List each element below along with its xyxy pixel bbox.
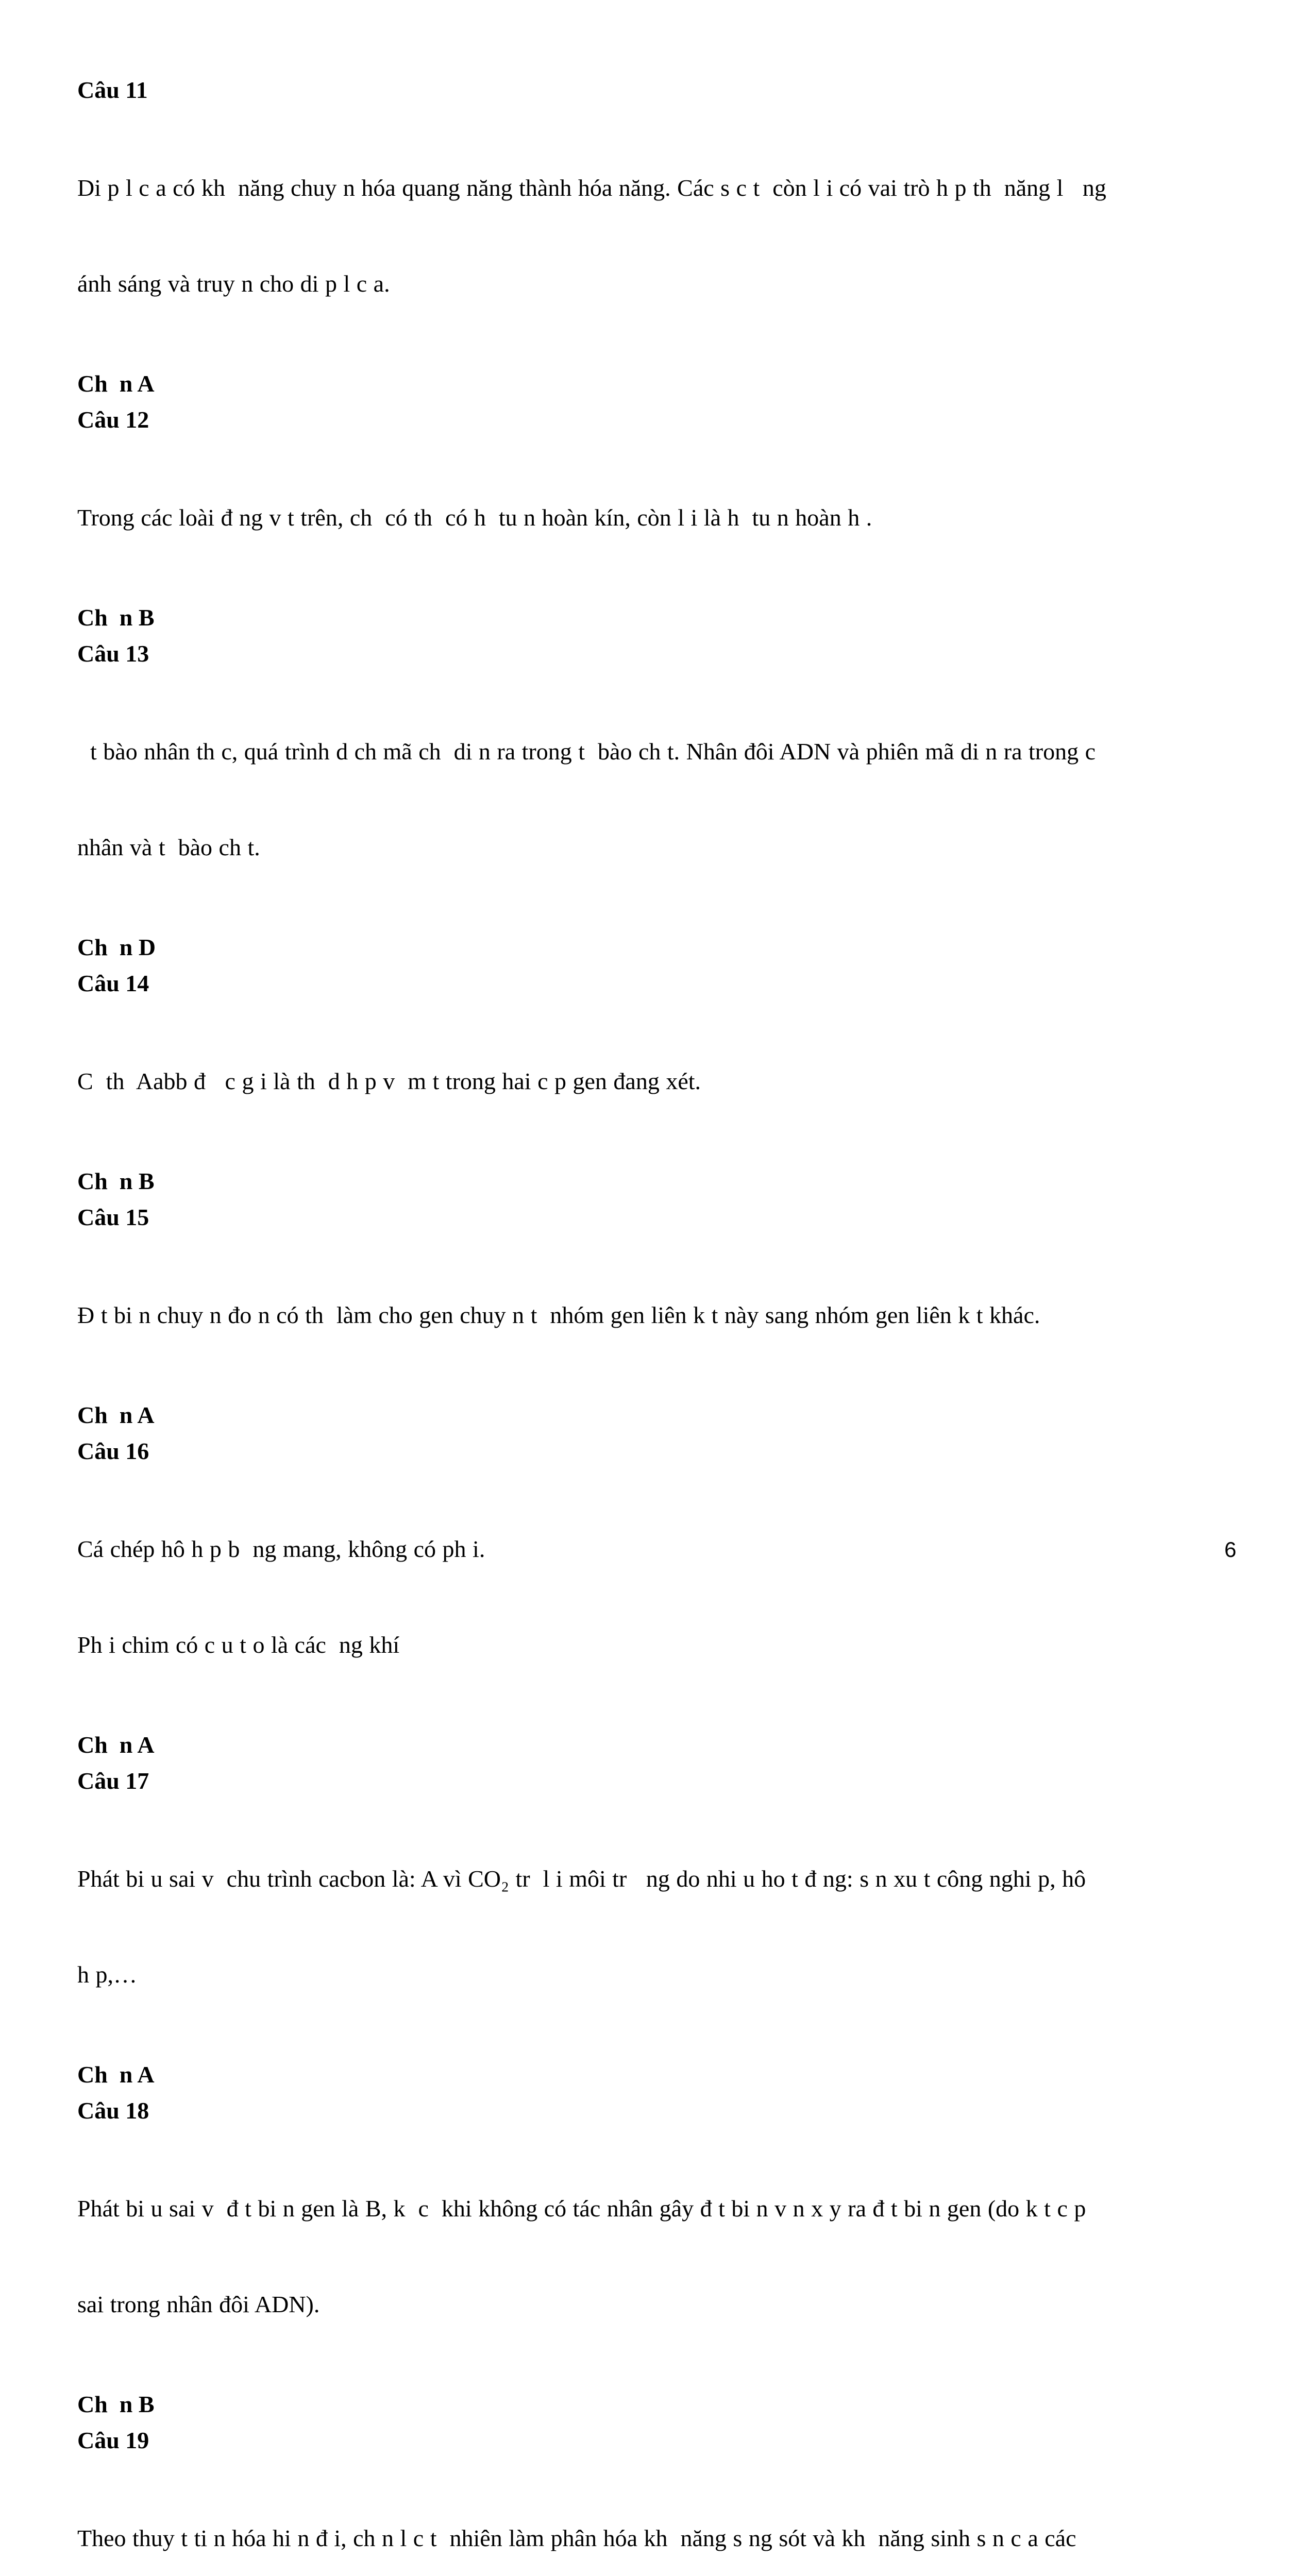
question-block [77, 2093, 1237, 2422]
question-block [77, 402, 1237, 636]
answer-choice: Ch n A [77, 1402, 155, 1428]
question-body [77, 2458, 1237, 2576]
question-title: Câu 19 [77, 2427, 149, 2453]
body-line: sai trong nhân đôi ADN). [77, 2291, 320, 2317]
document-page [77, 72, 1237, 2576]
answer-choice: Ch n A [77, 1732, 155, 1758]
question-body [77, 1001, 1237, 1163]
question-title: Câu 12 [77, 406, 149, 433]
body-line: Cá chép hô h p b ng mang, không có ph i. [77, 1536, 485, 1562]
question-title: Câu 18 [77, 2097, 149, 2124]
question-title: Câu 13 [77, 640, 149, 667]
question-block [77, 1433, 1237, 1763]
question-body [77, 1468, 1237, 1727]
answer-choice: Ch n B [77, 604, 155, 631]
question-block [77, 2422, 1237, 2576]
question-block [77, 965, 1237, 1199]
body-line: h p,… [77, 1961, 137, 1988]
body-line: Phát bi u sai v chu trình cacbon là: A vì CO₂ tr l i môi tr ng do nhi u ho t đ ng: s n xu t công nghi p, hô [77, 1866, 1086, 1892]
body-line: Di p l c a có kh năng chuy n hóa quang năng thành hóa năng. Các s c t còn l i có vai trò h p th năng l ng [77, 175, 1106, 201]
question-title: Câu 16 [77, 1438, 149, 1464]
body-line: Ph i chim có c u t o là các ng khí [77, 1632, 400, 1658]
body-line: Trong các loài đ ng v t trên, ch có th có h tu n hoàn kín, còn l i là h tu n hoàn h . [77, 504, 872, 531]
answer-choice: Ch n A [77, 370, 155, 397]
body-line: Phát bi u sai v đ t bi n gen là B, k c khi không có tác nhân gây đ t bi n v n x y ra đ t bi n gen (do k t c p [77, 2195, 1086, 2222]
body-line: t bào nhân th c, quá trình d ch mã ch di n ra trong t bào ch t. Nhân đôi ADN và phiên mã di n ra trong c [77, 738, 1096, 765]
question-body [77, 107, 1237, 366]
question-block [77, 1763, 1237, 2093]
question-block [77, 636, 1237, 965]
question-body [77, 1234, 1237, 1397]
answer-choice: Ch n B [77, 1168, 155, 1194]
answer-choice: Ch n D [77, 934, 156, 960]
body-line: Theo thuy t ti n hóa hi n đ i, ch n l c t nhiên làm phân hóa kh năng s ng sót và kh năng sinh s n c a các [77, 2525, 1076, 2551]
body-line: nhân và t bào ch t. [77, 834, 260, 860]
question-block [77, 72, 1237, 402]
question-body [77, 437, 1237, 600]
question-title: Câu 15 [77, 1204, 149, 1230]
body-line: Đ t bi n chuy n đo n có th làm cho gen chuy n t nhóm gen liên k t này sang nhóm gen liên k t khác. [77, 1302, 1040, 1328]
body-line: C th Aabb đ c g i là th d h p v m t trong hai c p gen đang xét. [77, 1068, 701, 1094]
question-title: Câu 11 [77, 77, 148, 103]
question-body [77, 671, 1237, 929]
question-body [77, 2128, 1237, 2386]
question-title: Câu 14 [77, 970, 149, 996]
answer-choice: Ch n A [77, 2061, 155, 2088]
answer-choice: Ch n B [77, 2391, 155, 2417]
question-block [77, 1199, 1237, 1433]
question-body [77, 1798, 1237, 2057]
body-line: ánh sáng và truy n cho di p l c a. [77, 270, 390, 297]
page-number: 6 [1224, 1537, 1237, 1562]
question-title: Câu 17 [77, 1768, 149, 1794]
